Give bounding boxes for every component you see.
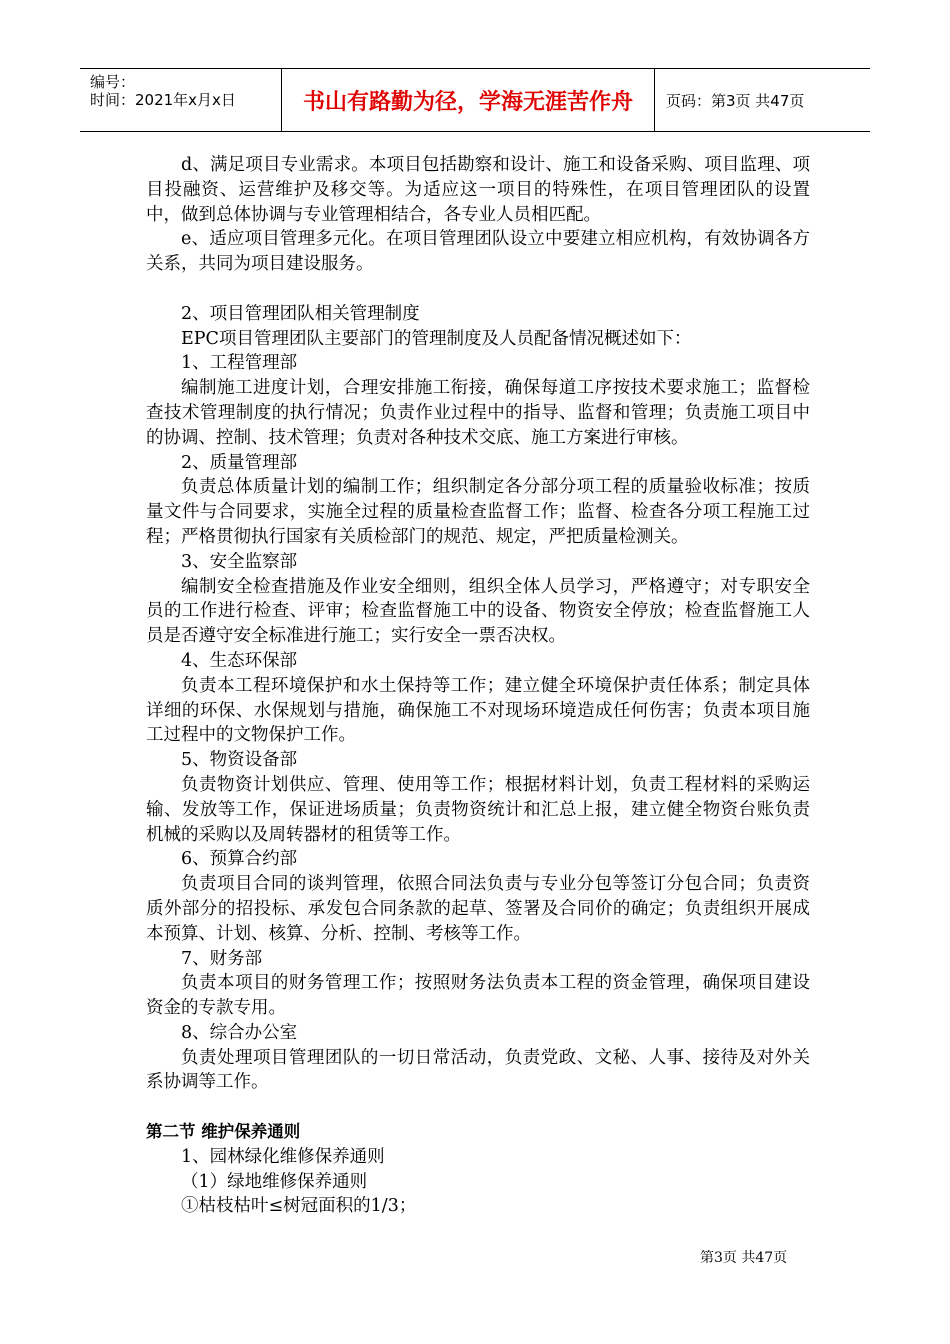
- paragraph: 负责物资计划供应、管理、使用等工作；根据材料计划，负责工程材料的采购运输、发放等工作，保证进场质量；负责物资统计和汇总上报，建立健全物资台账负责机械的采购以及周转器材的租赁等工作。: [146, 774, 810, 845]
- header-meta: [80, 69, 280, 131]
- department-heading: 8、综合办公室: [181, 1022, 298, 1043]
- section-heading: 2、项目管理团队相关管理制度: [181, 303, 420, 324]
- blank-line: [146, 1095, 810, 1120]
- department-heading: 3、安全监察部: [181, 551, 298, 572]
- paragraph: e、适应项目管理多元化。在项目管理团队设立中要建立相应机构，有效协调各方关系，共同为项目建设服务。: [146, 229, 810, 275]
- document-time-label: 时间：2021年x月x日: [90, 91, 236, 109]
- paragraph: d、满足项目专业需求。本项目包括勘察和设计、施工和设备采购、项目监理、项目投融资、运营维护及移交等。为适应这一项目的特殊性，在项目管理团队的设置中，做到总体协调与专业管理相结合，各专业人员相匹配。: [146, 155, 810, 225]
- page-header: [80, 68, 870, 132]
- paragraph: 负责本工程环境保护和水土保持等工作；建立健全环境保护责任体系；制定具体详细的环保、水保规划与措施，确保施工不对现场环境造成任何伤害；负责本项目施工过程中的文物保护工作。: [146, 675, 810, 746]
- department-heading: 6、预算合约部: [181, 849, 298, 870]
- paragraph: EPC项目管理团队主要部门的管理制度及人员配备情况概述如下：: [181, 328, 692, 349]
- header-page-number: 页码：第3页 共47页: [666, 91, 805, 110]
- paragraph: 负责本项目的财务管理工作；按照财务法负责本工程的资金管理，确保项目建设资金的专款专用。: [146, 973, 810, 1019]
- paragraph: 负责处理项目管理团队的一切日常活动，负责党政、文秘、人事、接待及对外关系协调等工作。: [146, 1047, 810, 1093]
- paragraph: 负责项目合同的谈判管理，依照合同法负责与专业分包等签订分包合同；负责资质外部分的招投标、承发包合同条款的起草、签署及合同价的确定；负责组织开展成本预算、计划、核算、分析、控制、考核等工作。: [146, 874, 810, 944]
- paragraph: 编制安全检查措施及作业安全细则，组织全体人员学习，严格遵守；对专职安全员的工作进行检查、评审；检查监督施工中的设备、物资安全停放；检查监督施工人员是否遵守安全标准进行施工；实行安全一票否决权。: [146, 576, 810, 647]
- chapter-section-title: 第二节 维护保养通则: [146, 1122, 301, 1142]
- blank-line: [146, 277, 810, 302]
- subsection-heading: （1）绿地维修保养通则: [181, 1171, 368, 1192]
- subsection-heading: 1、园林绿化维修保养通则: [181, 1146, 385, 1167]
- document-number-label: 编号：: [90, 73, 136, 91]
- header-motto: 书山有路勤为径，学海无涯苦作舟: [281, 69, 655, 131]
- department-heading: 1、工程管理部: [181, 353, 298, 374]
- department-heading: 4、生态环保部: [181, 650, 298, 671]
- list-item: ①枯枝枯叶≤树冠面积的1/3；: [181, 1196, 417, 1217]
- department-heading: 7、财务部: [181, 948, 263, 969]
- paragraph: 负责总体质量计划的编制工作；组织制定各分部分项工程的质量验收标准；按质量文件与合同要求，实施全过程的质量检查监督工作；监督、检查各分项工程施工过程；严格贯彻执行国家有关质检部门的规范、规定，严把质量检测关。: [146, 477, 810, 547]
- document-body: [146, 153, 810, 1219]
- paragraph: 编制施工进度计划，合理安排施工衔接，确保每道工序按技术要求施工；监督检查技术管理制度的执行情况；负责作业过程中的指导、监督和管理；负责施工项目中的协调、控制、技术管理；负责对各种技术交底、施工方案进行审核。: [146, 378, 810, 448]
- page-footer: 第3页 共47页: [700, 1250, 788, 1266]
- department-heading: 2、质量管理部: [181, 452, 298, 473]
- department-heading: 5、物资设备部: [181, 750, 298, 771]
